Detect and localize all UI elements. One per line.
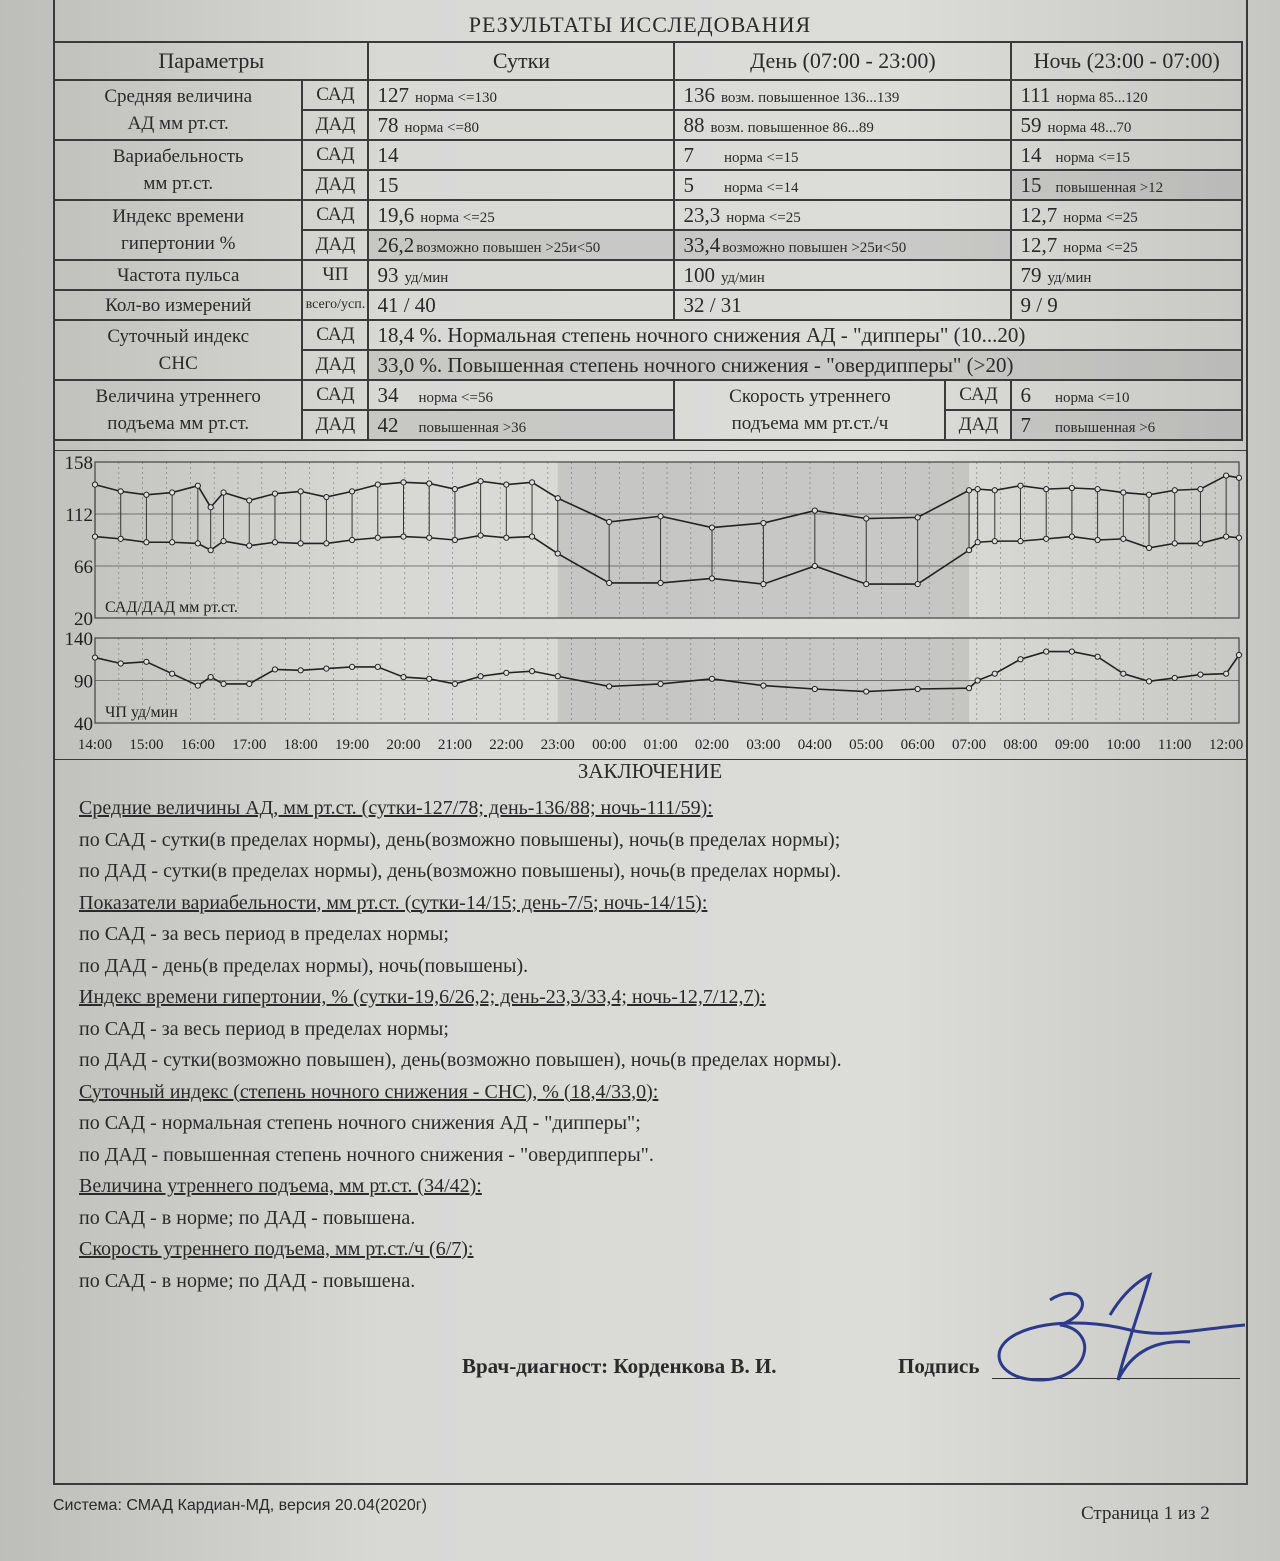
data-point	[478, 533, 483, 538]
cell-speed-dad: 7 повышенная >6	[1011, 410, 1242, 440]
data-point	[195, 683, 200, 688]
conclusion-text	[79, 793, 1239, 1297]
data-point	[375, 664, 380, 669]
data-point	[401, 480, 406, 485]
data-point	[975, 487, 980, 492]
data-point	[221, 681, 226, 686]
data-point	[1236, 475, 1241, 480]
header-daytime: День (07:00 - 23:00)	[674, 42, 1011, 80]
chart-title: САД/ДАД мм рт.ст.	[105, 599, 238, 616]
cell-pulse-night: 79 уд/мин	[1011, 260, 1242, 290]
results-table	[53, 41, 1243, 441]
data-point	[92, 534, 97, 539]
cell-hti-dad-night: 12,7 норма <=25	[1011, 230, 1242, 260]
data-point	[992, 671, 997, 676]
x-tick-label: 09:00	[1054, 737, 1089, 753]
data-point	[975, 540, 980, 545]
sub-sad: САД	[302, 140, 368, 170]
cell-hti-sad-night: 12,7 норма <=25	[1011, 200, 1242, 230]
data-point	[992, 539, 997, 544]
cell-pulse-day: 93 уд/мин	[368, 260, 674, 290]
conclusion-heading: Средние величины АД, мм рт.ст. (сутки-127/78; день-136/88; ночь-111/59):	[79, 797, 713, 819]
data-point	[170, 671, 175, 676]
row-label-avg: Средняя величина АД мм рт.ст.	[54, 80, 302, 140]
row-label-var: Вариабельность мм рт.ст.	[54, 140, 302, 200]
x-tick-label: 08:00	[1003, 737, 1038, 753]
data-point	[529, 534, 534, 539]
cell-count-daytime: 32 / 31	[674, 290, 1011, 320]
data-point	[208, 675, 213, 680]
conclusion-line: по САД - нормальная степень ночного снижения АД - "дипперы";	[79, 1112, 641, 1134]
data-point	[915, 686, 920, 691]
data-point	[118, 489, 123, 494]
cell-var-dad-day: 15	[368, 170, 674, 200]
data-point	[658, 514, 663, 519]
sub-dad: ДАД	[945, 410, 1011, 440]
data-point	[92, 482, 97, 487]
data-point	[452, 487, 457, 492]
data-point	[1224, 473, 1229, 478]
conclusion-title: ЗАКЛЮЧЕНИЕ	[577, 759, 723, 783]
header-params: Параметры	[54, 42, 368, 80]
x-tick-label: 19:00	[334, 737, 370, 753]
y-tick-label: 20	[74, 609, 93, 630]
data-point	[1121, 671, 1126, 676]
bp-chart	[65, 453, 1242, 630]
data-point	[1172, 675, 1177, 680]
y-tick-label: 140	[64, 629, 93, 650]
abpm-charts	[53, 450, 1248, 760]
sub-sad: САД	[945, 380, 1011, 410]
data-point	[401, 675, 406, 680]
x-tick-label: 15:00	[129, 737, 164, 753]
data-point	[247, 543, 252, 548]
data-point	[1018, 539, 1023, 544]
data-point	[915, 581, 920, 586]
doctor-name: Врач-диагност: Корденкова В. И.	[462, 1354, 777, 1378]
data-point	[247, 498, 252, 503]
data-point	[118, 536, 123, 541]
data-point	[864, 689, 869, 694]
y-tick-label: 90	[74, 671, 93, 693]
conclusion-line: по САД - сутки(в пределах нормы), день(возможно повышены), ночь(в пределах нормы);	[79, 828, 841, 851]
cell-hti-sad-daytime: 23,3 норма <=25	[674, 200, 1011, 230]
data-point	[1069, 649, 1074, 654]
data-point	[1069, 485, 1074, 490]
y-tick-label: 158	[64, 453, 93, 474]
x-tick-label: 00:00	[592, 737, 627, 753]
conclusion-heading: Индекс времени гипертонии, % (сутки-19,6/26,2; день-23,3/33,4; ночь-12,7/12,7):	[79, 986, 766, 1008]
data-point	[452, 681, 457, 686]
data-point	[324, 494, 329, 499]
data-point	[812, 563, 817, 568]
x-tick-label: 12:00	[1209, 737, 1244, 753]
x-tick-label: 02:00	[694, 737, 730, 753]
y-tick-label: 66	[74, 557, 93, 578]
data-point	[915, 515, 920, 520]
data-point	[966, 548, 971, 553]
data-point	[1044, 487, 1049, 492]
data-point	[1095, 487, 1100, 492]
data-point	[144, 540, 149, 545]
cell-morning-sad: 34 норма <=56	[368, 380, 674, 410]
header-night: Ночь (23:00 - 07:00)	[1011, 42, 1242, 80]
cell-pulse-daytime: 100 уд/мин	[674, 260, 1011, 290]
data-point	[1236, 652, 1241, 657]
data-point	[427, 676, 432, 681]
x-tick-label: 04:00	[797, 737, 832, 753]
cell-avg-sad-daytime: 136 возм. повышенное 136...139	[674, 80, 1011, 110]
data-point	[709, 576, 714, 581]
x-tick-label: 07:00	[951, 737, 987, 753]
conclusion-heading: Скорость утреннего подъема, мм рт.ст./ч (6/7):	[79, 1238, 474, 1260]
row-label-morning-speed: Скорость утреннего подъема мм рт.ст./ч	[674, 380, 945, 440]
data-point	[607, 684, 612, 689]
cell-var-dad-daytime: 5 норма <=14	[674, 170, 1011, 200]
data-point	[478, 674, 483, 679]
data-point	[864, 581, 869, 586]
data-point	[1018, 483, 1023, 488]
sub-sad: САД	[302, 380, 368, 410]
x-tick-label: 01:00	[643, 737, 678, 753]
row-label-morning-rise: Величина утреннего подъема мм рт.ст.	[54, 380, 302, 440]
data-point	[1198, 672, 1203, 677]
cell-sns-dad: 33,0 %. Повышенная степень ночного снижения - "овердипперы" (>20)	[368, 350, 1242, 380]
data-point	[324, 666, 329, 671]
data-point	[966, 686, 971, 691]
data-point	[1198, 487, 1203, 492]
x-tick-label: 05:00	[849, 737, 884, 753]
conclusion-line: по САД - в норме; по ДАД - повышена.	[79, 1206, 416, 1229]
sub-dad: ДАД	[302, 410, 368, 440]
cell-var-sad-daytime: 7 норма <=15	[674, 140, 1011, 170]
sub-sad: САД	[302, 200, 368, 230]
conclusion-line: по ДАД - сутки(в пределах нормы), день(возможно повышены), ночь(в пределах нормы).	[79, 860, 842, 882]
footer-page: Страница 1 из 2	[1081, 1503, 1210, 1524]
data-point	[1224, 671, 1229, 676]
x-tick-label: 23:00	[540, 737, 575, 753]
data-point	[298, 489, 303, 494]
data-point	[555, 551, 560, 556]
data-point	[607, 519, 612, 524]
data-point	[1224, 534, 1229, 539]
data-point	[504, 482, 509, 487]
data-point	[1121, 490, 1126, 495]
x-tick-label: 17:00	[232, 737, 267, 753]
x-tick-label: 21:00	[437, 737, 472, 753]
data-point	[864, 516, 869, 521]
cell-avg-sad-day: 127 норма <=130	[368, 80, 674, 110]
data-point	[1172, 488, 1177, 493]
conclusion-line: по САД - в норме; по ДАД - повышена.	[79, 1269, 416, 1292]
data-point	[221, 539, 226, 544]
cell-avg-dad-night: 59 норма 48...70	[1011, 110, 1242, 140]
cell-speed-sad: 6 норма <=10	[1011, 380, 1242, 410]
x-tick-label: 14:00	[77, 737, 113, 753]
cell-hti-sad-day: 19,6 норма <=25	[368, 200, 674, 230]
data-point	[195, 483, 200, 488]
sub-dad: ДАД	[302, 230, 368, 260]
data-point	[504, 535, 509, 540]
cell-avg-dad-daytime: 88 возм. повышенное 86...89	[674, 110, 1011, 140]
data-point	[349, 537, 354, 542]
cell-sns-sad: 18,4 %. Нормальная степень ночного снижения АД - "дипперы" (10...20)	[368, 320, 1242, 350]
data-point	[92, 655, 97, 660]
data-point	[170, 490, 175, 495]
conclusion-line: по ДАД - день(в пределах нормы), ночь(повышены).	[79, 954, 529, 977]
row-label-sns: Суточный индекс СНС	[54, 320, 302, 380]
x-tick-label: 03:00	[746, 737, 781, 753]
data-point	[272, 540, 277, 545]
data-point	[709, 676, 714, 681]
data-point	[1044, 536, 1049, 541]
data-point	[221, 490, 226, 495]
cell-var-sad-night: 14 норма <=15	[1011, 140, 1242, 170]
cell-hti-dad-daytime: 33,4 возможно повышен >25и<50	[674, 230, 1011, 260]
data-point	[298, 541, 303, 546]
cell-hti-dad-day: 26,2 возможно повышен >25и<50	[368, 230, 674, 260]
sub-dad: ДАД	[302, 350, 368, 380]
data-point	[195, 541, 200, 546]
data-point	[975, 678, 980, 683]
x-tick-label: 20:00	[386, 737, 421, 753]
data-point	[1198, 541, 1203, 546]
sub-sad: САД	[302, 80, 368, 110]
signature-label: Подпись	[898, 1354, 980, 1378]
data-point	[812, 508, 817, 513]
conclusion-heading: Величина утреннего подъема, мм рт.ст. (34/42):	[79, 1175, 482, 1197]
report-title: РЕЗУЛЬТАТЫ ИССЛЕДОВАНИЯ	[468, 12, 812, 37]
data-point	[761, 683, 766, 688]
conclusion-line: по ДАД - сутки(возможно повышен), день(возможно повышен), ночь(в пределах нормы).	[79, 1049, 842, 1071]
data-point	[375, 482, 380, 487]
y-tick-label: 40	[74, 714, 93, 735]
data-point	[761, 581, 766, 586]
data-point	[966, 488, 971, 493]
conclusion-line: по ДАД - повышенная степень ночного снижения - "овердипперы".	[79, 1143, 654, 1166]
data-point	[349, 489, 354, 494]
handwritten-signature	[990, 1270, 1250, 1400]
y-tick-label: 112	[65, 505, 93, 526]
data-point	[170, 540, 175, 545]
data-point	[298, 668, 303, 673]
data-point	[504, 670, 509, 675]
chart-title: ЧП уд/мин	[105, 704, 178, 721]
data-point	[992, 488, 997, 493]
conclusion-line: по САД - за весь период в пределах нормы;	[79, 1017, 449, 1040]
data-point	[1069, 534, 1074, 539]
data-point	[272, 667, 277, 672]
time-axis	[78, 737, 1243, 753]
data-point	[658, 681, 663, 686]
x-tick-label: 18:00	[283, 737, 318, 753]
data-point	[709, 525, 714, 530]
cell-var-dad-night: 15 повышенная >12	[1011, 170, 1242, 200]
cell-morning-dad: 42 повышенная >36	[368, 410, 674, 440]
data-point	[272, 491, 277, 496]
data-point	[427, 481, 432, 486]
data-point	[812, 686, 817, 691]
data-point	[1095, 537, 1100, 542]
data-point	[427, 535, 432, 540]
conclusion-heading: Показатели вариабельности, мм рт.ст. (сутки-14/15; день-7/5; ночь-14/15):	[79, 891, 708, 914]
data-point	[658, 580, 663, 585]
data-point	[452, 537, 457, 542]
data-point	[555, 674, 560, 679]
data-point	[1018, 657, 1023, 662]
hr-chart	[65, 629, 1242, 735]
data-point	[247, 681, 252, 686]
row-label-count: Кол-во измерений	[54, 290, 302, 320]
conclusion-heading: Суточный индекс (степень ночного снижения - СНС), % (18,4/33,0):	[79, 1080, 659, 1103]
data-point	[208, 548, 213, 553]
header-day: Сутки	[368, 42, 674, 80]
data-point	[1236, 535, 1241, 540]
row-label-hti: Индекс времени гипертонии %	[54, 200, 302, 260]
footer-system: Система: СМАД Кардиан-МД, версия 20.04(2020г)	[53, 1497, 427, 1514]
data-point	[478, 479, 483, 484]
data-point	[1146, 492, 1151, 497]
sub-dad: ДАД	[302, 170, 368, 200]
data-point	[761, 520, 766, 525]
data-point	[529, 669, 534, 674]
row-label-pulse: Частота пульса	[54, 260, 302, 290]
data-point	[1044, 649, 1049, 654]
sub-count: всего/усп.	[302, 290, 368, 320]
cell-count-night: 9 / 9	[1011, 290, 1242, 320]
data-point	[1146, 545, 1151, 550]
data-point	[324, 541, 329, 546]
data-point	[401, 534, 406, 539]
data-point	[1121, 536, 1126, 541]
conclusion-line: по САД - за весь период в пределах нормы;	[79, 923, 449, 945]
cell-count-day: 41 / 40	[368, 290, 674, 320]
x-tick-label: 11:00	[1157, 737, 1192, 753]
sub-dad: ДАД	[302, 110, 368, 140]
x-tick-label: 06:00	[900, 737, 935, 753]
cell-avg-sad-night: 111 норма 85...120	[1011, 80, 1242, 110]
data-point	[607, 580, 612, 585]
data-point	[1172, 541, 1177, 546]
sub-hr: ЧП	[302, 260, 368, 290]
cell-avg-dad-day: 78 норма <=80	[368, 110, 674, 140]
x-tick-label: 22:00	[489, 737, 524, 753]
data-point	[118, 661, 123, 666]
data-point	[375, 535, 380, 540]
data-point	[555, 496, 560, 501]
data-point	[144, 659, 149, 664]
x-tick-label: 16:00	[180, 737, 215, 753]
data-point	[1146, 679, 1151, 684]
data-point	[208, 505, 213, 510]
data-point	[349, 664, 354, 669]
data-point	[529, 480, 534, 485]
sub-sad: САД	[302, 320, 368, 350]
cell-var-sad-day: 14	[368, 140, 674, 170]
data-point	[1095, 654, 1100, 659]
x-tick-label: 10:00	[1106, 737, 1141, 753]
data-point	[144, 492, 149, 497]
